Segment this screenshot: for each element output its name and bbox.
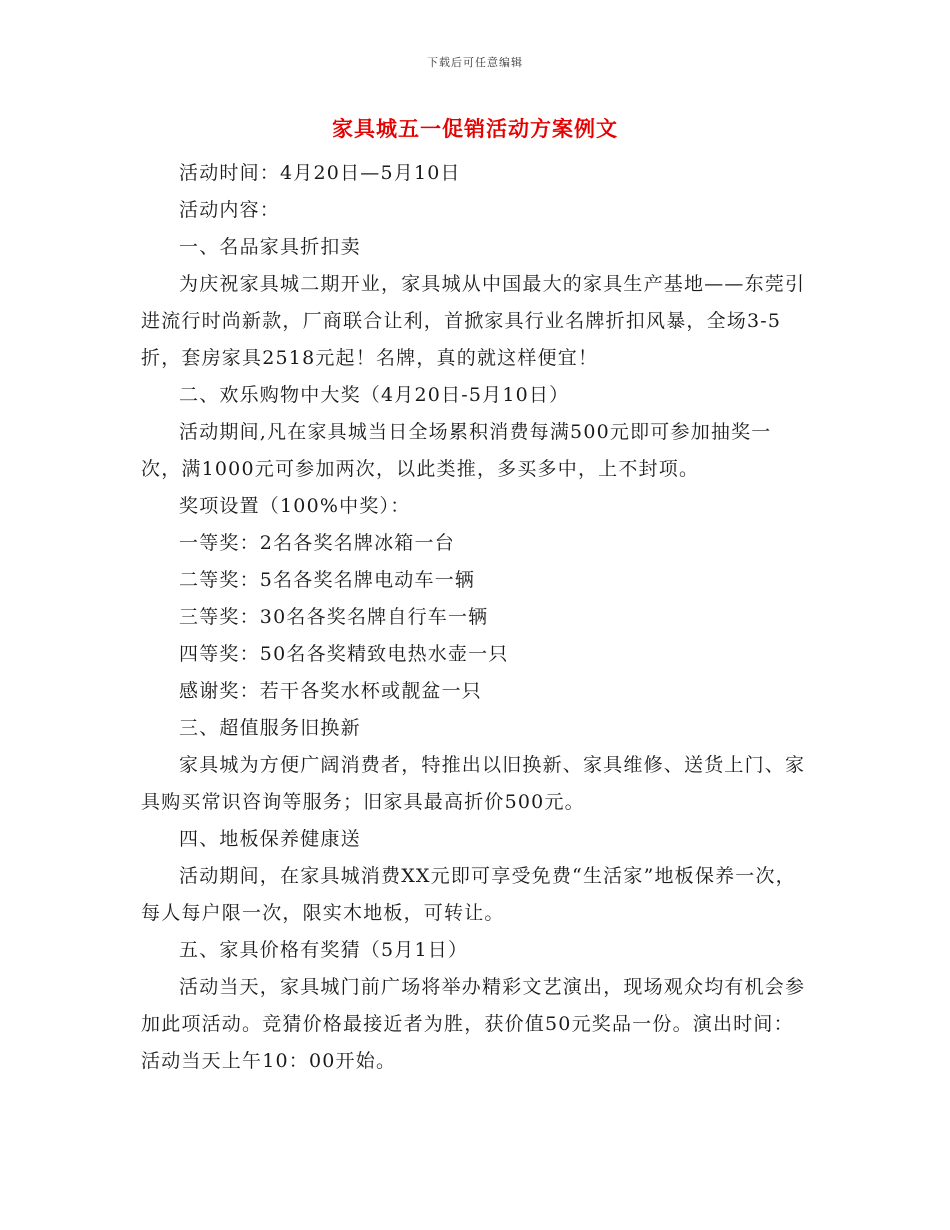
section-1-heading: 一、名品家具折扣卖 xyxy=(179,236,361,258)
prize-second: 二等奖：5名各奖名牌电动车一辆 xyxy=(179,569,476,591)
prize-first: 一等奖：2名各奖名牌冰箱一台 xyxy=(179,532,455,554)
section-4-paragraph: 活动期间，在家具城消费XX元即可享受免费“生活家”地板保养一次，每人每户限一次，限实木地板，可转让。 xyxy=(141,865,796,924)
activity-content-heading: 活动内容： xyxy=(179,199,281,221)
section-4-heading: 四、地板保养健康送 xyxy=(179,828,361,850)
section-1-paragraph: 为庆祝家具城二期开业，家具城从中国最大的家具生产基地——东莞引进流行时尚新款，厂商联合让利，首掀家具行业名牌折扣风暴，全场3-5折，套房家具2518元起！名牌，真的就这样便宜！ xyxy=(141,273,806,369)
section-2-paragraph: 活动期间,凡在家具城当日全场累积消费每满500元即可参加抽奖一次，满1000元可参加两次，以此类推，多买多中，上不封项。 xyxy=(141,421,772,480)
header-note: 下载后可任意编辑 xyxy=(427,56,523,69)
document-body xyxy=(141,155,809,1080)
prize-fourth: 四等奖：50名各奖精致电热水壶一只 xyxy=(179,643,509,665)
section-5-heading: 五、家具价格有奖猜（5月1日） xyxy=(179,939,469,961)
prize-thanks: 感谢奖：若干各奖水杯或靓盆一只 xyxy=(179,680,483,702)
document-title: 家具城五一促销活动方案例文 xyxy=(332,116,618,141)
section-2-heading: 二、欢乐购物中大奖（4月20日-5月10日） xyxy=(179,384,570,406)
section-3-paragraph: 家具城为方便广阔消费者，特推出以旧换新、家具维修、送货上门、家具购买常识咨询等服务；旧家具最高折价500元。 xyxy=(141,754,806,813)
activity-time-line: 活动时间：4月20日—5月10日 xyxy=(179,162,461,184)
section-3-heading: 三、超值服务旧换新 xyxy=(179,717,361,739)
prize-third: 三等奖：30名各奖名牌自行车一辆 xyxy=(179,606,489,628)
section-5-paragraph: 活动当天，家具城门前广场将举办精彩文艺演出，现场观众均有机会参加此项活动。竞猜价格最接近者为胜，获价值50元奖品一份。演出时间：活动当天上午10：00开始。 xyxy=(141,976,806,1072)
prize-settings-heading: 奖项设置（100%中奖）： xyxy=(179,495,411,517)
